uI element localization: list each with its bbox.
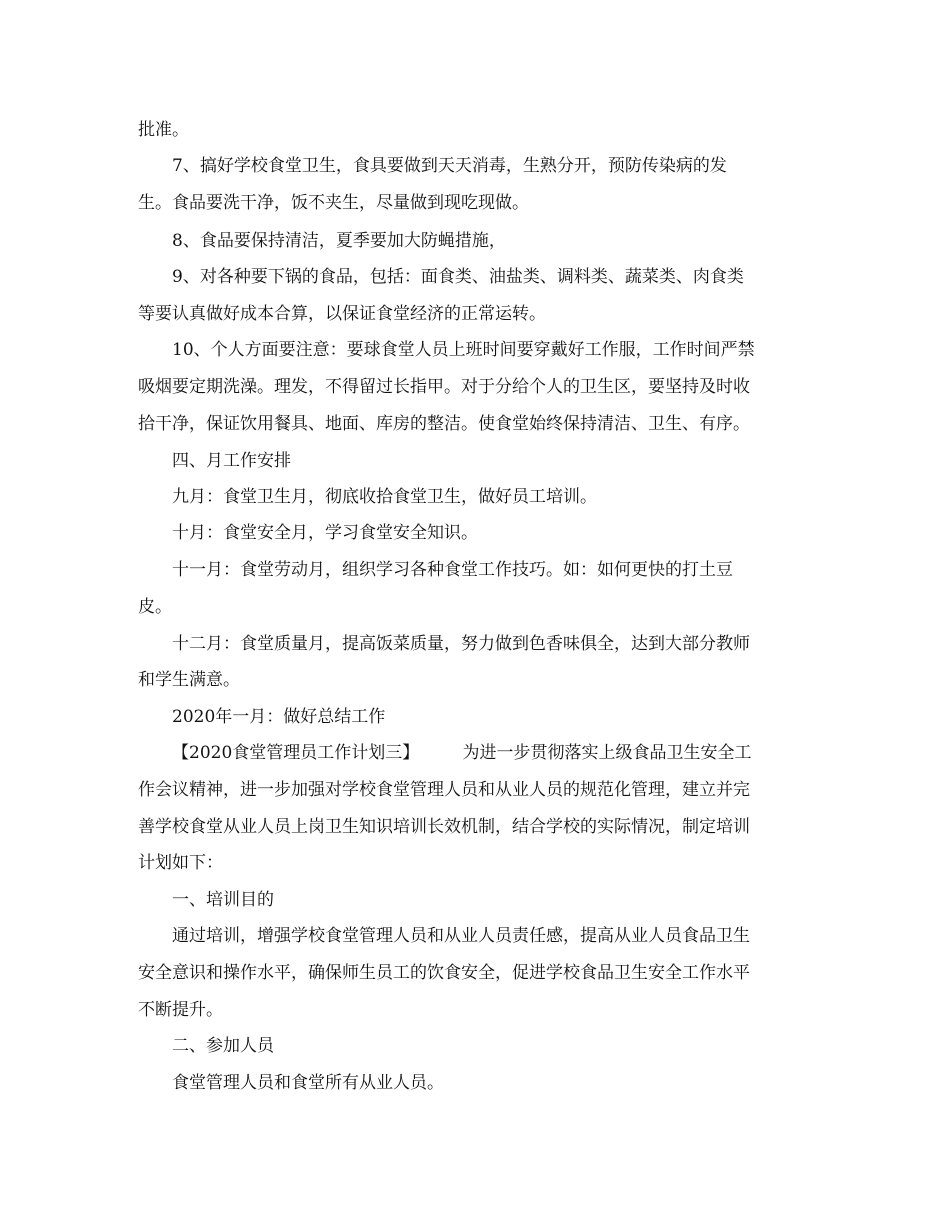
- text-line: 和学生满意。: [138, 670, 240, 690]
- text-line: 10、个人方面要注意：要球食堂人员上班时间要穿戴好工作服，工作时间严禁: [172, 340, 755, 360]
- section-heading: 一、培训目的: [172, 890, 274, 910]
- text-line: 九月：食堂卫生月，彻底收拾食堂卫生，做好员工培训。: [172, 487, 597, 507]
- section-heading: 二、参加人员: [172, 1036, 274, 1056]
- text-line: 拾干净，保证饮用餐具、地面、库房的整洁。使食堂始终保持清洁、卫生、有序。: [138, 414, 750, 434]
- text-line: 十月：食堂安全月，学习食堂安全知识。: [172, 523, 478, 543]
- text-line: 皮。: [138, 597, 172, 617]
- text-line: 十二月：食堂质量月，提高饭菜质量，努力做到色香味俱全，达到大部分教师: [172, 634, 750, 654]
- text-line: 不断提升。: [138, 1000, 223, 1020]
- text-line: 食堂管理人员和食堂所有从业人员。: [172, 1073, 444, 1093]
- text-line: 8、食品要保持清洁，夏季要加大防蝇措施，: [172, 231, 506, 251]
- text-line: 安全意识和操作水平，确保师生员工的饮食安全，促进学校食品卫生安全工作水平: [138, 963, 750, 983]
- section-heading: 四、月工作安排: [172, 451, 291, 471]
- text-line: 9、对各种要下锅的食品，包括：面食类、油盐类、调料类、蔬菜类、肉食类: [172, 267, 744, 287]
- text-line: 2020年一月：做好总结工作: [172, 707, 386, 727]
- text-line: 作会议精神，进一步加强对学校食堂管理人员和从业人员的规范化管理，建立并完: [138, 780, 750, 800]
- text-line: 批准。: [138, 120, 189, 140]
- text-line: 吸烟要定期洗澡。理发，不得留过长指甲。对于分给个人的卫生区，要坚持及时收: [138, 377, 750, 397]
- text-line: 通过培训，增强学校食堂管理人员和从业人员责任感，提高从业人员食品卫生: [172, 926, 750, 946]
- text-line: 7、搞好学校食堂卫生，食具要做到天天消毒，生熟分开，预防传染病的发: [172, 156, 727, 176]
- text-line: 十一月：食堂劳动月，组织学习各种食堂工作技巧。如：如何更快的打土豆: [172, 560, 733, 580]
- text-line: 等要认真做好成本合算，以保证食堂经济的正常运转。: [138, 304, 546, 324]
- plan-title-line: 【2020食堂管理员工作计划三】 为进一步贯彻落实上级食品卫生安全工: [172, 743, 752, 763]
- text-line: 善学校食堂从业人员上岗卫生知识培训长效机制，结合学校的实际情况，制定培训: [138, 817, 750, 837]
- text-line: 生。食品要洗干净，饭不夹生，尽量做到现吃现做。: [138, 193, 529, 213]
- text-line: 计划如下：: [138, 853, 223, 873]
